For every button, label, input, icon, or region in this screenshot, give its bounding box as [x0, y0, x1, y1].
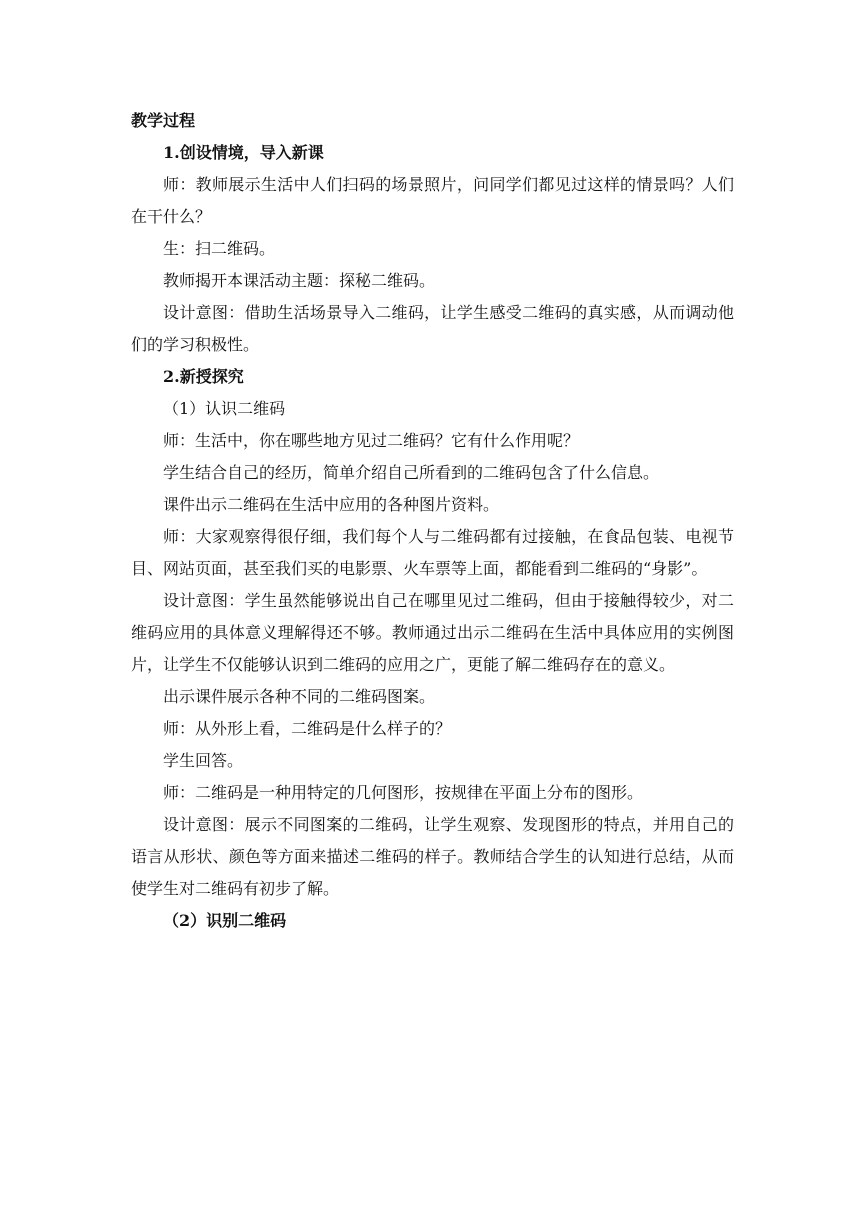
paragraph-18: （2）识别二维码 — [163, 911, 287, 930]
paragraph-14: 师：从外形上看，二维码是什么样子的？ — [163, 719, 452, 738]
paragraph-6: 2.新授探究 — [163, 367, 244, 386]
paragraph-13: 出示课件展示各种不同的二维码图案。 — [163, 687, 436, 706]
paragraph-2: 师：教师展示生活中人们扫码的场景照片，问同学们都见过这样的情景吗？人们在干什么？ — [131, 175, 734, 226]
paragraph-12: 设计意图：学生虽然能够说出自己在哪里见过二维码，但由于接触得较少，对二维码应用的具体意义理解得还不够。教师通过出示二维码在生活中具体应用的实例图片，让学生不仅能够认识到二维码的应用之广，更能了解二维码存在的意义。 — [131, 591, 734, 674]
section-heading: 教学过程 — [131, 111, 196, 130]
paragraph-11: 师：大家观察得很仔细，我们每个人与二维码都有过接触，在食品包装、电视节目、网站页面，甚至我们买的电影票、火车票等上面，都能看到二维码的“身影”。 — [131, 527, 734, 578]
paragraph-9: 学生结合自己的经历，简单介绍自己所看到的二维码包含了什么信息。 — [163, 463, 660, 482]
paragraph-10: 课件出示二维码在生活中应用的各种图片资料。 — [163, 495, 500, 514]
paragraph-4: 教师揭开本课活动主题：探秘二维码。 — [163, 271, 436, 290]
document-body — [131, 105, 734, 937]
paragraph-8: 师：生活中，你在哪些地方见过二维码？它有什么作用呢？ — [163, 431, 580, 450]
paragraph-5: 设计意图：借助生活场景导入二维码，让学生感受二维码的真实感，从而调动他们的学习积极性。 — [131, 303, 734, 354]
paragraph-15: 学生回答。 — [163, 751, 244, 770]
paragraph-1: 1.创设情境，导入新课 — [163, 143, 324, 162]
paragraph-7: （1）认识二维码 — [163, 399, 286, 418]
paragraph-17: 设计意图：展示不同图案的二维码，让学生观察、发现图形的特点，并用自己的语言从形状、颜色等方面来描述二维码的样子。教师结合学生的认知进行总结，从而使学生对二维码有初步了解。 — [131, 815, 734, 898]
paragraph-16: 师：二维码是一种用特定的几何图形，按规律在平面上分布的图形。 — [163, 783, 644, 802]
paragraph-3: 生：扫二维码。 — [163, 239, 276, 258]
